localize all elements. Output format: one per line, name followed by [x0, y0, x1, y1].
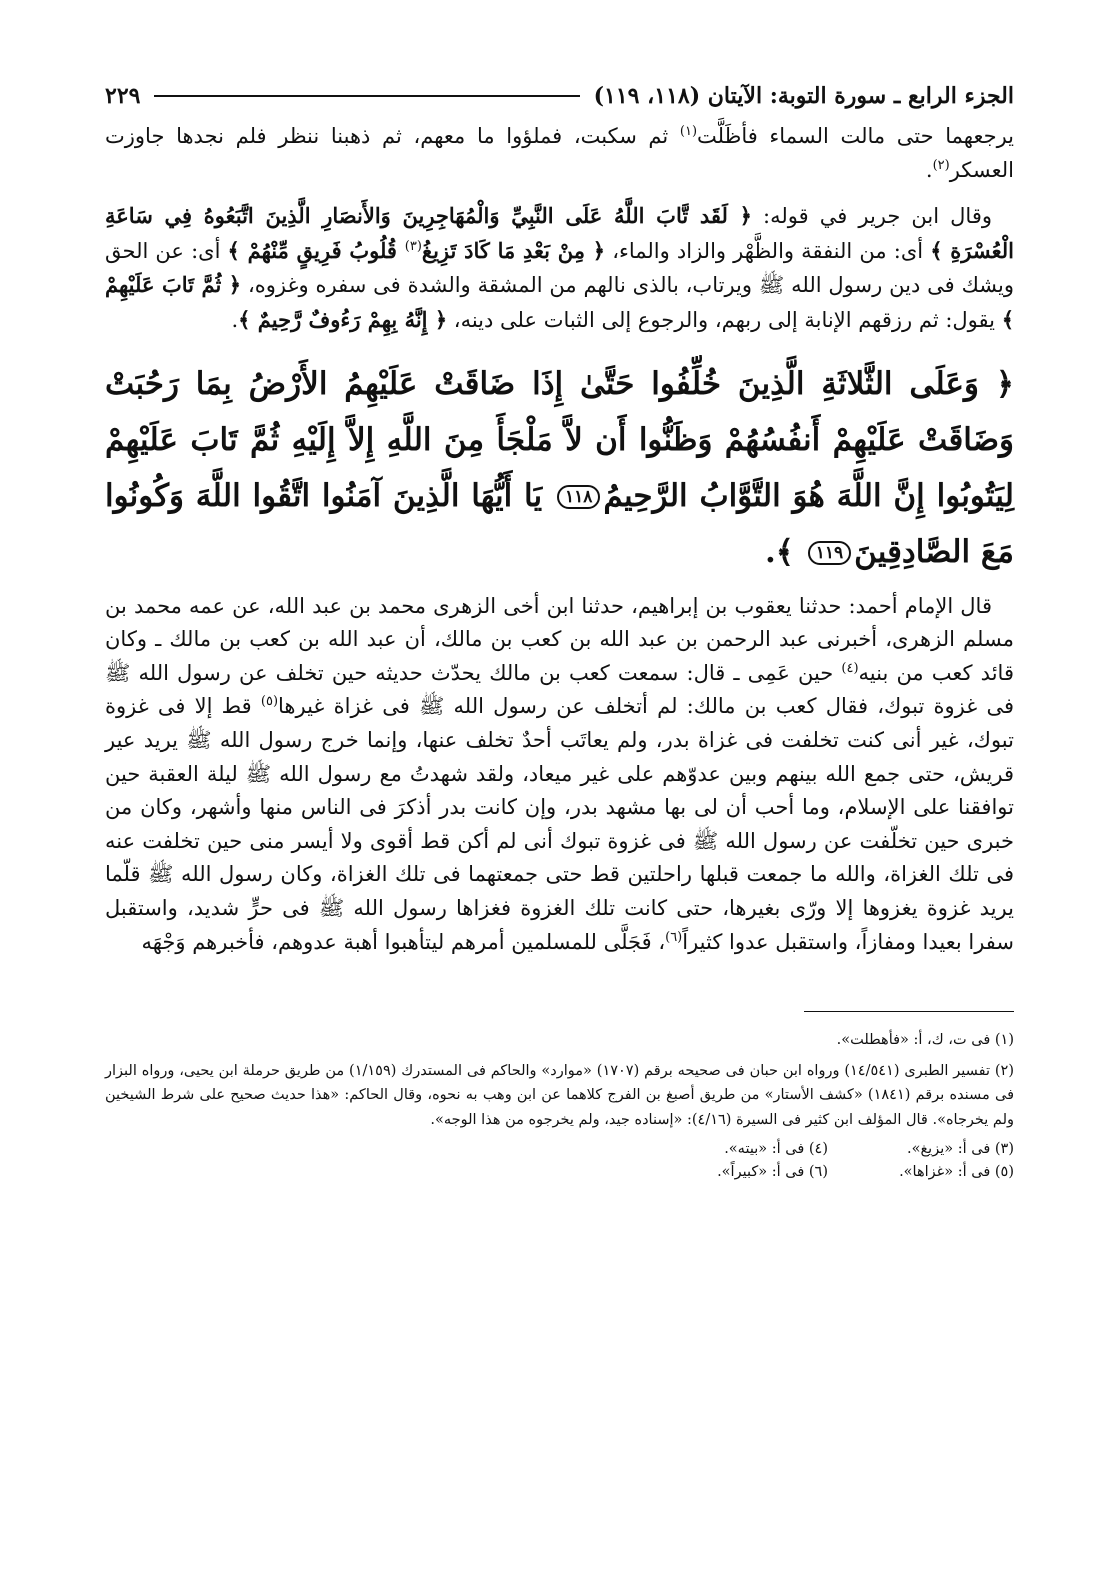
- footnote-1: (١) فى ت، ك، أ: «فأهطلت».: [836, 1032, 1014, 1049]
- text-span: .: [231, 307, 239, 332]
- quran-quote-1: ﴿ لَقَد تَّابَ اللَّهُ عَلَى النَّبِيِّ وَالْمُهَاجِرِينَ وَالأَنصَارِ الَّذِينَ اتَّبَعُوهُ فِي سَاعَةِ الْعُسْرَةِ ﴾: [105, 203, 1014, 263]
- paragraph-ibn-jarir: [105, 199, 1014, 337]
- verse-text: ﴿ وَعَلَى الثَّلاثَةِ الَّذِينَ خُلِّفُوا حَتَّىٰ إِذَا ضَاقَتْ عَلَيْهِمُ الأَرْضُ بِمَا رَحُبَتْ وَضَاقَتْ عَلَيْهِمْ أَنفُسُهُمْ وَظَنُّوا أَن لاَّ مَلْجَأَ مِنَ اللَّهِ إِلاَّ إِلَيْهِ ثُمَّ تَابَ عَلَيْهِمْ لِيَتُوبُوا إِنَّ اللَّهَ هُوَ التَّوَّابُ الرَّحِيمُ: [105, 365, 1015, 514]
- quran-verse-block: [105, 356, 1014, 580]
- footnote-2: (٢) تفسير الطبرى (١٤/٥٤١) ورواه ابن حبان فى صحيحه برقم (١٧٠٧) «موارد» والحاكم فى المستدرك (١/١٥٩) من طريق حرملة ابن يحيى، ورواه البزار فى مسنده برقم (١٨٤١) «كشف الأستار» من طريق أصبغ بن الفرج كلاهما عن ابن وهب به نحوه، وقال الحاكم: «هذا حديث صحيح على شرط الشيخين ولم يخرجاه». قال المؤلف ابن كثير فى السيرة (٤/١٦): «إسناده جيد، ولم يخرجوه من هذا الوجه».: [105, 1062, 1015, 1128]
- footnote-5: (٥) فى أ: «غزاها».: [899, 1164, 1014, 1181]
- quran-quote-2b: قُلُوبُ فَرِيقٍ مِّنْهُمْ ﴾: [227, 237, 405, 263]
- verse-text: يَا أَيُّهَا الَّذِينَ آمَنُوا اتَّقُوا اللَّهَ وَكُونُوا مَعَ الصَّادِقِينَ: [105, 477, 1014, 570]
- running-header: [105, 74, 1014, 118]
- text-span: .: [925, 157, 933, 182]
- text-span: ثم سكبت، فملؤوا ما معهم، ثم ذهبنا ننظر فلم نجدها جاوزت العسكر: [105, 124, 1014, 182]
- footnote-4: (٤) فى أ: «بيته».: [724, 1141, 828, 1158]
- book-page: [105, 74, 1014, 1184]
- text-span: حين عَمِى ـ قال: سمعت كعب بن مالك يحدّث حديثه حين تخلف عن رسول الله ﷺ فى غزوة تبوك، فقال كعب بن مالك: لم أتخلف عن رسول الله ﷺ فى غزاة غيرها: [105, 660, 1014, 719]
- footnote-ref-4: (٤): [841, 660, 859, 676]
- footnote-ref-5: (٥): [260, 694, 279, 710]
- paragraph-rain-narration: [105, 120, 1014, 187]
- footnote-grid: [105, 1138, 1014, 1184]
- header-rule: [154, 95, 579, 97]
- quran-quote-3: ﴿ ثُمَّ تَابَ عَلَيْهِمْ ﴾: [105, 272, 1014, 332]
- text-span: وقال ابن جرير في قوله:: [751, 204, 992, 229]
- footnote-separator: [804, 1011, 1014, 1012]
- text-span: أى: من النفقة والظَّهْر والزاد والماء،: [605, 238, 931, 263]
- paragraph-imam-ahmad: [105, 590, 1014, 960]
- text-span: قط إلا فى غزوة تبوك، غير أنى كنت تخلفت فى غزاة بدر، ولم يعاتَب أحدٌ تخلف عنها، وإنما خرج رسول الله ﷺ يريد عير قريش، حتى جمع الله بينهم وبين عدوّهم على غير ميعاد، ولقد شهدتُ مع رسول الله ﷺ ليلة العقبة حين توافقنا على الإسلام، وما أحب أن لى بها مشهد بدر، وإن كانت بدر أذكرَ فى الناس منها وأشهر، وكان من خبرى حين تخلّفت عن رسول الله ﷺ فى غزوة تبوك أنى لم أكن قط أقوى ولا أيسر منى حين تخلفت عنه فى تلك الغزاة، والله ما جمعت قبلها راحلتين قط حتى جمعتهما فى تلك الغزاة، وكان رسول الله ﷺ قلّما يريد غزوة يغزوها إلا ورّى بغيرها، حتى كانت تلك الغزوة فغزاها رسول الله ﷺ فى حرٍّ شديد، واستقبل سفرا بعيدا ومفازاً، واستقبل عدوا كثيراً: [105, 694, 1014, 954]
- text-span: قال الإمام أحمد: حدثنا يعقوب بن إبراهيم، حدثنا ابن أخى الزهرى محمد بن عبد الله، عن عمه محمد بن مسلم الزهرى، أخبرنى عبد الرحمن بن عبد الله بن كعب بن مالك، أن عبد الله بن كعب بن مالك ـ وكان قائد كعب من بنيه: [105, 593, 1014, 685]
- text-span: ، فَجَلَّى للمسلمين أمرهم ليتأهبوا أهبة عدوهم، فأخبرهم وَجْهَه: [141, 929, 666, 954]
- quran-quote-4: ﴿ إِنَّهُ بِهِمْ رَءُوفٌ رَّحِيمٌ ﴾: [238, 306, 448, 332]
- verse-text: ﴾.: [764, 533, 805, 570]
- footnote-ref-2: (٢): [932, 157, 950, 173]
- footnote-ref-3: (٣): [404, 238, 422, 254]
- footnote-ref-1: (١): [679, 124, 698, 139]
- page-number: ٢٢٩: [105, 83, 141, 109]
- ayah-number-118: ١١٨: [557, 485, 600, 509]
- text-span: أى: عن الحق ويشك فى دين رسول الله ﷺ ويرتاب، بالذى نالهم من المشقة والشدة فى سفره وغزوه،: [105, 238, 1015, 298]
- footnote-ref-6: (٦): [665, 929, 683, 945]
- text-span: يرجعهما حتى مالت السماء فأظَلَّت: [697, 124, 1014, 148]
- text-span: يقول: ثم رزقهم الإنابة إلى ربهم، والرجوع إلى الثبات على دينه،: [447, 307, 1002, 332]
- quran-quote-2: ﴿ مِنْ بَعْدِ مَا كَادَ تَزِيغُ: [421, 237, 606, 263]
- ayah-number-119: ١١٩: [808, 541, 851, 565]
- footnote-3: (٣) فى أ: «يزيغ».: [906, 1141, 1014, 1158]
- footnote-6: (٦) فى أ: «كبيراً».: [717, 1164, 828, 1181]
- header-title: الجزء الرابع ـ سورة التوبة: الآيتان (١١٨، ١١٩): [593, 83, 1014, 109]
